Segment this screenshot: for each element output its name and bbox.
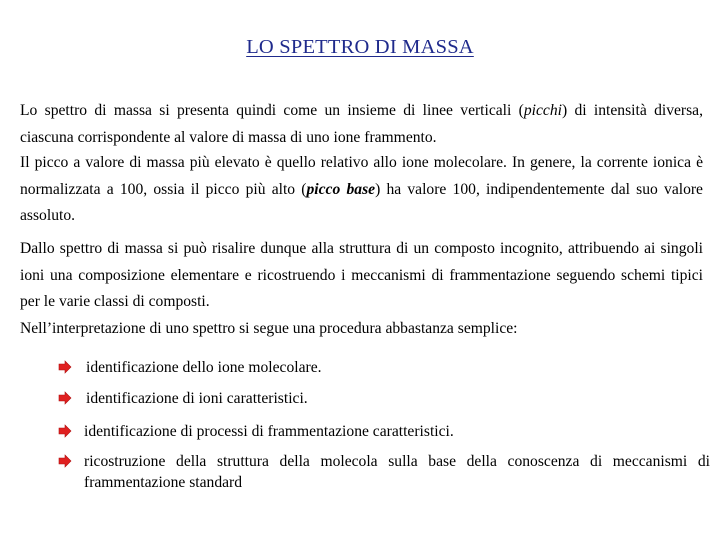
arrow-right-icon bbox=[58, 360, 72, 374]
emphasis-term: picco base bbox=[306, 180, 376, 198]
bullet-text: identificazione di ioni caratteristici. bbox=[86, 390, 308, 407]
arrow-right-icon bbox=[58, 391, 72, 405]
paragraph-text: Lo spettro di massa si presenta quindi come un insieme di linee verticali ( bbox=[20, 102, 524, 119]
arrow-right-icon bbox=[58, 454, 72, 468]
paragraph-text: Il picco a valore di massa più elevato è quello relativo allo ione molecolare. In genere, la corrente ionica è normalizzata a 100, ossia il picco più alto ( bbox=[20, 154, 703, 198]
bullet-item bbox=[58, 451, 710, 493]
bullet-item bbox=[58, 421, 710, 442]
bullet-text: identificazione di processi di frammentazione caratteristici. bbox=[84, 423, 454, 440]
paragraph-procedura: Nell’interpretazione di uno spettro si segue una procedura abbastanza semplice: bbox=[20, 320, 518, 337]
bullet-item bbox=[58, 388, 710, 409]
page-title: LO SPETTRO DI MASSA bbox=[246, 36, 474, 58]
paragraph-struttura: Dallo spettro di massa si può risalire dunque alla struttura di un composto incognito, attribuendo ai singoli ioni una composizione elementare e ricostruendo i meccanismi di frammentazione seguendo schemi tipici per le varie classi di composti. bbox=[20, 240, 703, 310]
bullet-text: identificazione dello ione molecolare. bbox=[86, 359, 322, 376]
arrow-right-icon bbox=[58, 424, 72, 438]
bullet-item bbox=[58, 357, 710, 378]
paragraph-text: ) di intensità diversa, ciascuna corrispondente al valore di massa di uno ione frammento. bbox=[20, 102, 703, 146]
paragraph-picco-base bbox=[20, 150, 703, 230]
bullet-text: ricostruzione della struttura della molecola sulla base della conoscenza di meccanismi di frammentazione standard bbox=[84, 453, 710, 491]
paragraph-picchi bbox=[20, 98, 703, 151]
emphasis-term: picchi bbox=[523, 102, 562, 119]
paragraph-text: ) ha valore 100, indipendentemente dal suo valore assoluto. bbox=[20, 180, 703, 224]
